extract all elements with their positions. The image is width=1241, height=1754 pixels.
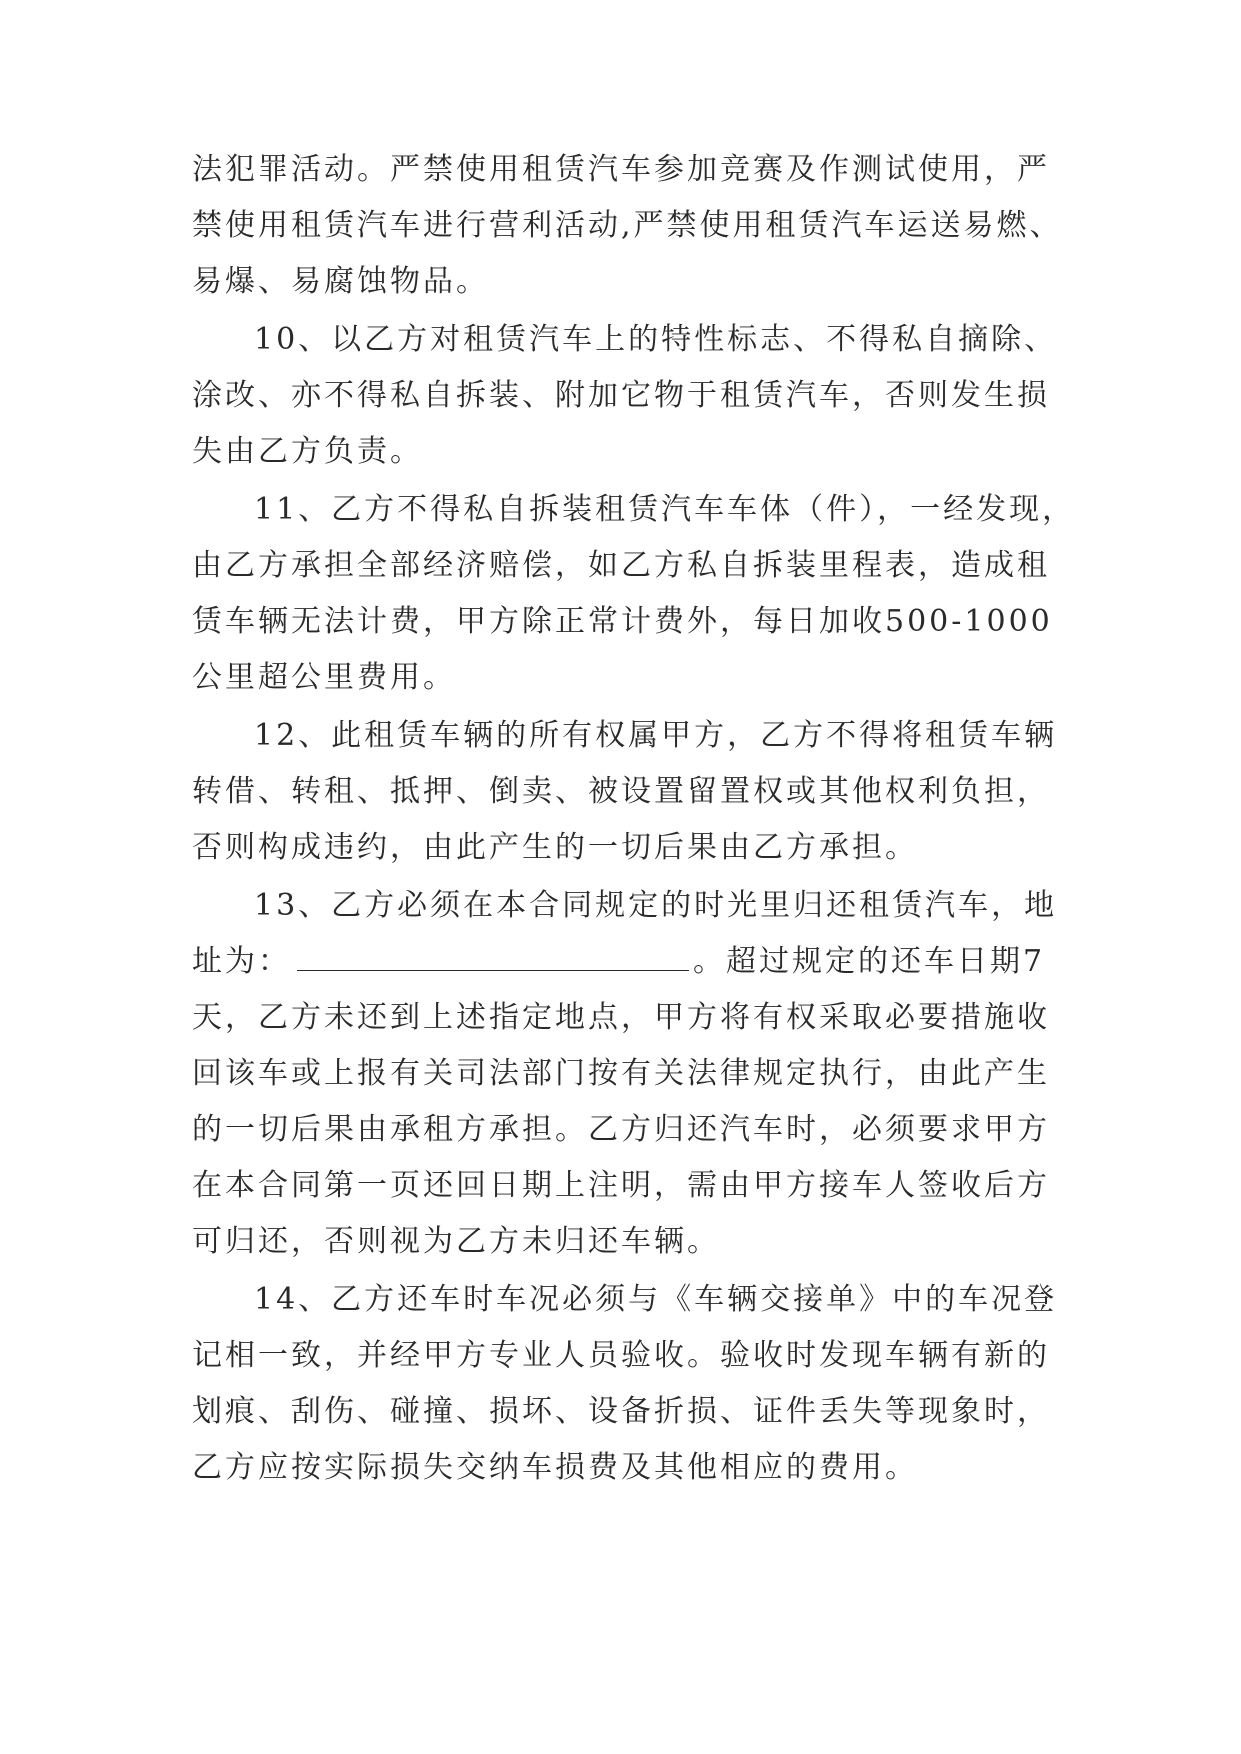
- clause-13-start: 13、乙方必须在本合同规定的时光里归还租赁汽车，地: [254, 888, 1058, 923]
- text-line: 转借、转租、抵押、倒卖、被设置留置权或其他权利负担，: [192, 774, 1050, 809]
- text-line: 可归还，否则视为乙方未归还车辆。: [192, 1224, 720, 1259]
- text-line: 天，乙方未还到上述指定地点，甲方将有权采取必要措施收: [192, 1000, 1050, 1035]
- clause-10-start: 10、以乙方对租赁汽车上的特性标志、不得私自摘除、: [254, 322, 1058, 357]
- text-line: 划痕、刮伤、碰撞、损坏、设备折损、证件丢失等现象时，: [192, 1394, 1050, 1429]
- address-line-tail: 。超过规定的还车日期7: [693, 944, 1046, 979]
- address-blank-field[interactable]: [297, 944, 689, 971]
- text-line: 由乙方承担全部经济赔偿，如乙方私自拆装里程表，造成租: [192, 548, 1050, 583]
- text-line: 法犯罪活动。严禁使用租赁汽车参加竞赛及作测试使用，严: [192, 152, 1050, 187]
- address-label: 址为：: [192, 944, 291, 979]
- text-line: 在本合同第一页还回日期上注明，需由甲方接车人签收后方: [192, 1168, 1050, 1203]
- text-line: 失由乙方负责。: [192, 434, 423, 469]
- clause-12-start: 12、此租赁车辆的所有权属甲方，乙方不得将租赁车辆: [254, 718, 1058, 753]
- clause-11-start: 11、乙方不得私自拆装租赁汽车车体（件），一经发现，: [254, 492, 1076, 527]
- text-line: 记相一致，并经甲方专业人员验收。验收时发现车辆有新的: [192, 1338, 1050, 1373]
- text-line: 易爆、易腐蚀物品。: [192, 264, 489, 299]
- text-line: 回该车或上报有关司法部门按有关法律规定执行，由此产生: [192, 1056, 1050, 1091]
- text-line: 否则构成违约，由此产生的一切后果由乙方承担。: [192, 830, 918, 865]
- clause-14-start: 14、乙方还车时车况必须与《车辆交接单》中的车况登: [254, 1282, 1058, 1317]
- text-line: 公里超公里费用。: [192, 660, 456, 695]
- text-line: 禁使用租赁汽车进行营利活动,严禁使用租赁汽车运送易燃、: [192, 208, 1063, 243]
- address-line: [192, 942, 1045, 982]
- text-line: 赁车辆无法计费，甲方除正常计费外，每日加收500-1000: [192, 604, 1053, 639]
- text-line: 涂改、亦不得私自拆装、附加它物于租赁汽车，否则发生损: [192, 378, 1050, 413]
- text-line: 乙方应按实际损失交纳车损费及其他相应的费用。: [192, 1450, 918, 1485]
- text-line: 的一切后果由承租方承担。乙方归还汽车时，必须要求甲方: [192, 1112, 1050, 1147]
